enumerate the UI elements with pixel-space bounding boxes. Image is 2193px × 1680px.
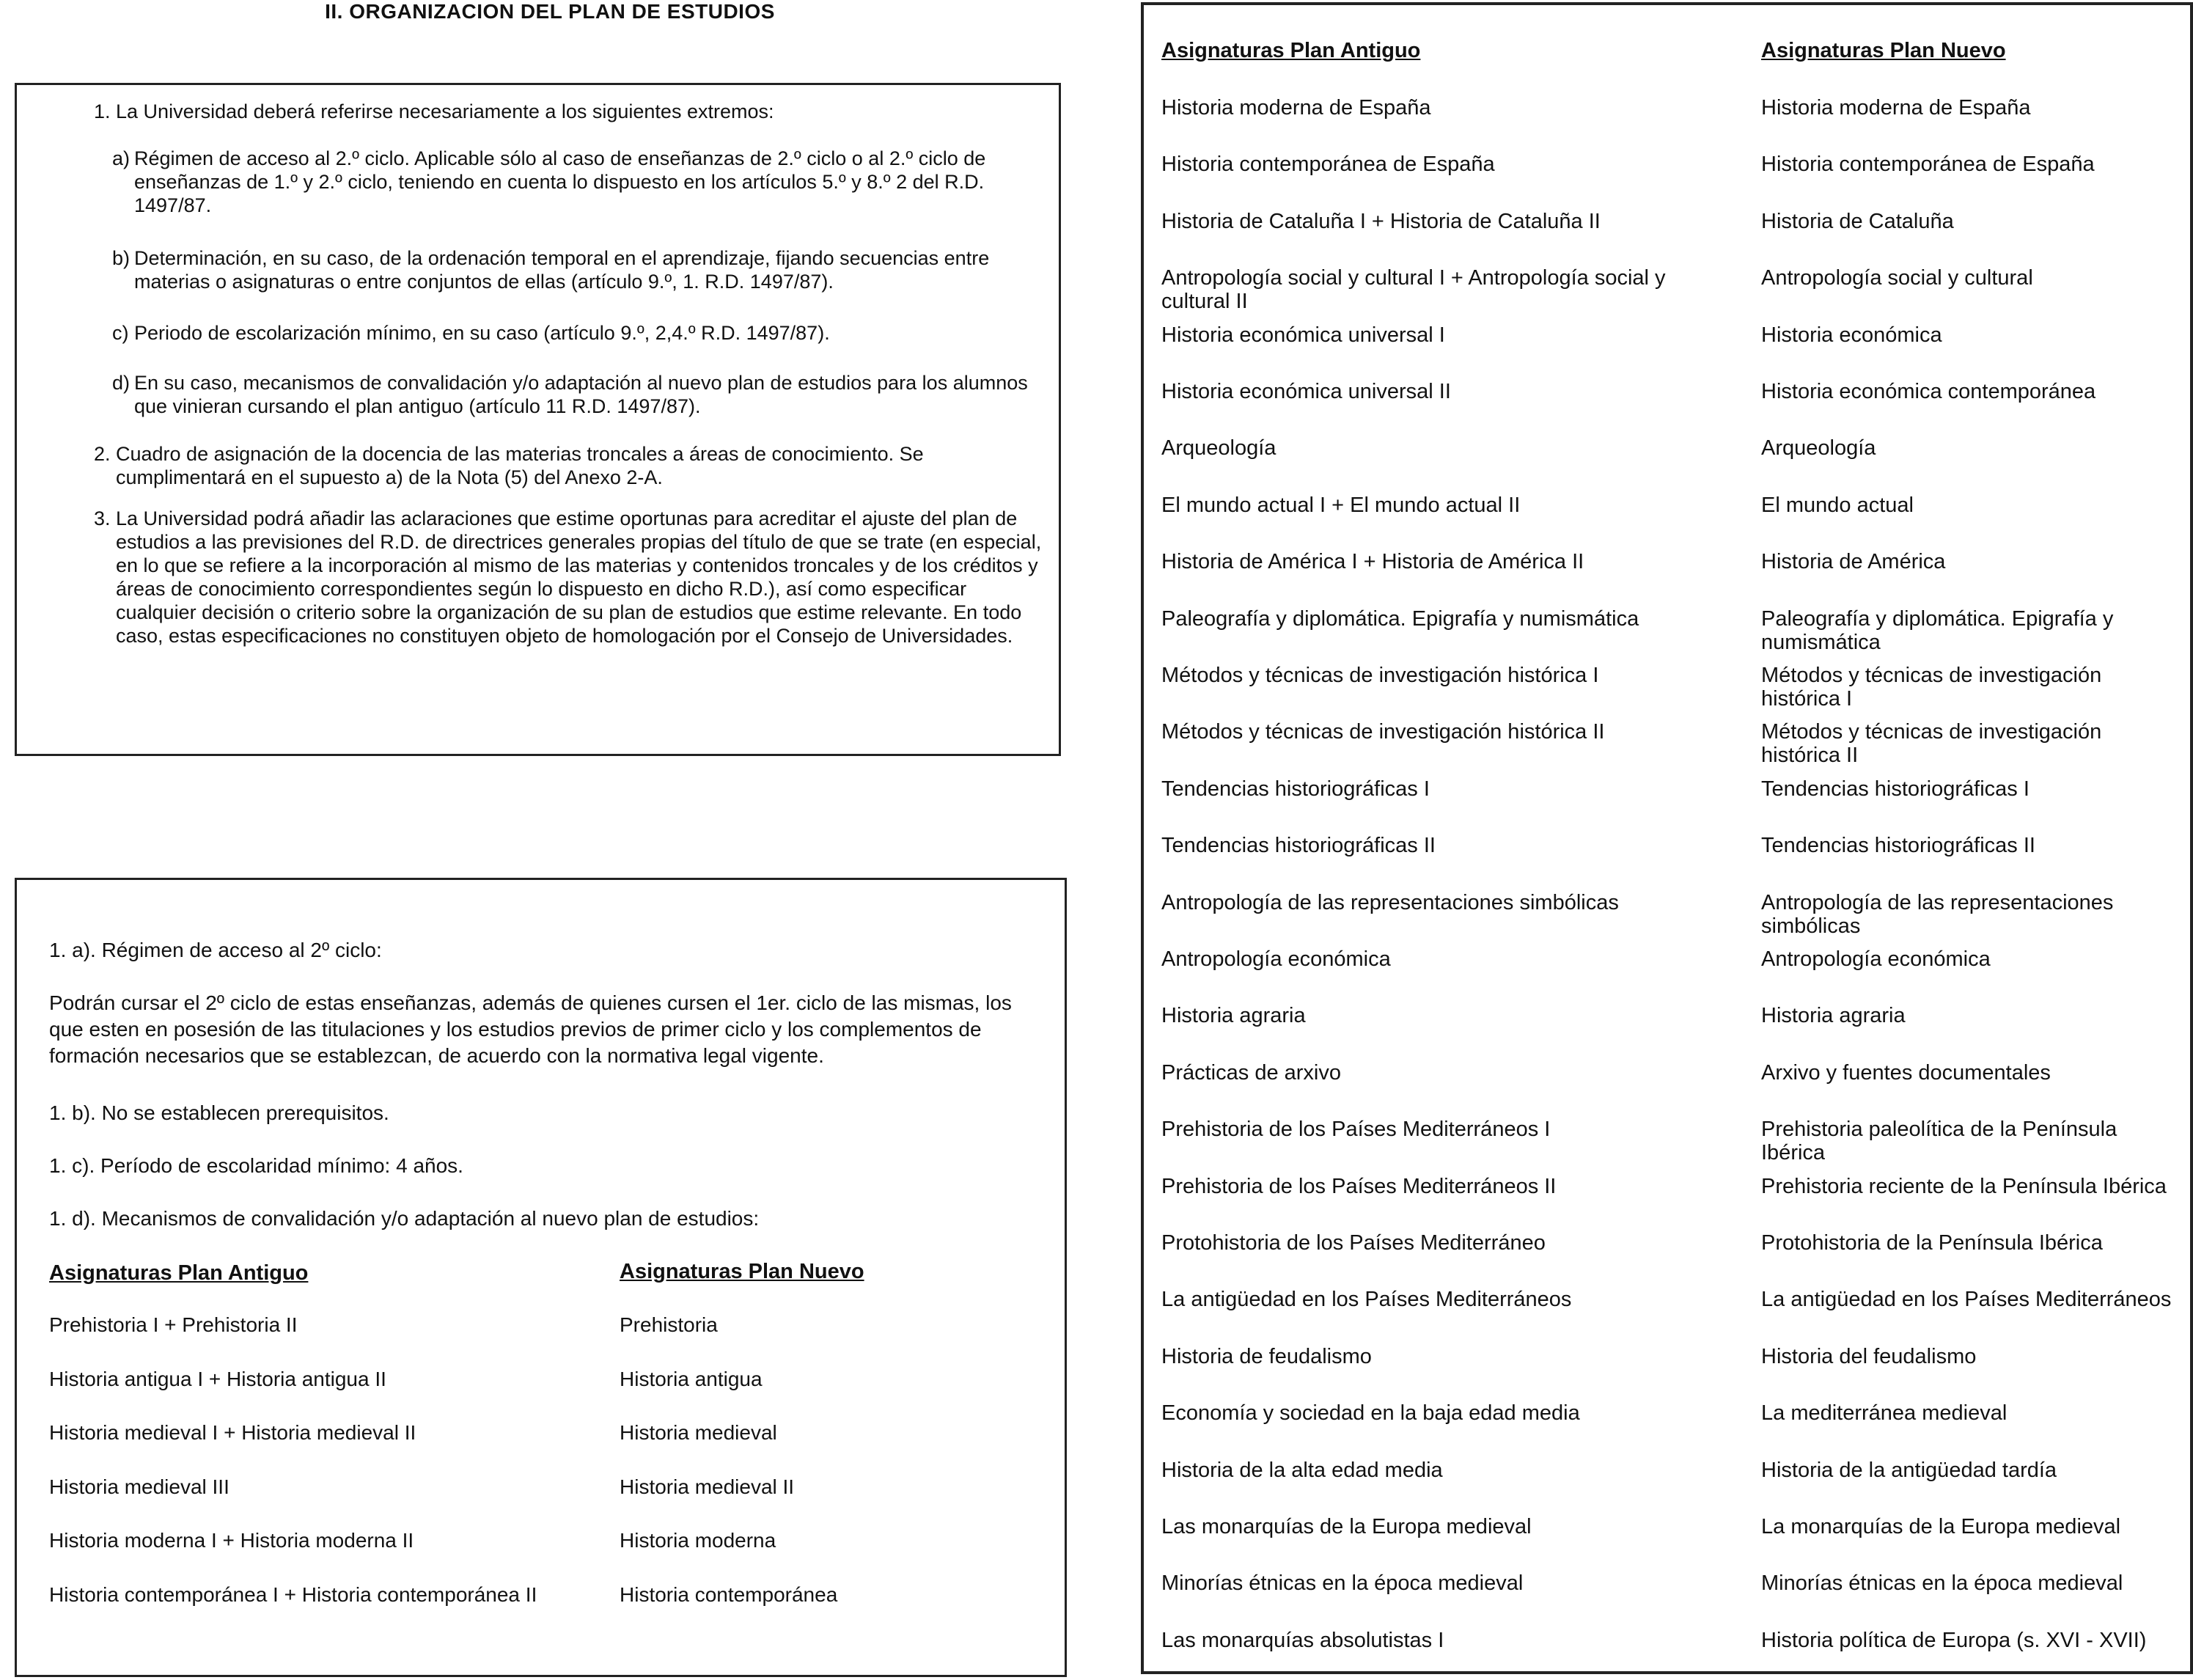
old-subject-cell: Historia contemporánea I + Historia contemporánea II — [49, 1582, 537, 1606]
old-subject-cell: Historia de América I + Historia de América II — [1161, 550, 1584, 574]
old-subject-cell: Historia de la alta edad media — [1161, 1458, 1443, 1482]
old-subject-cell: Prehistoria I + Prehistoria II — [49, 1313, 298, 1336]
requirement-label: a) — [112, 147, 131, 169]
instructions-intro: 1. La Universidad deberá referirse necesariamente a los siguientes extremos: — [94, 100, 774, 122]
instructions-box — [15, 83, 1061, 756]
point-label: 3. — [94, 507, 111, 529]
column-header-new-plan: Asignaturas Plan Nuevo — [620, 1260, 864, 1283]
requirement-text: En su caso, mecanismos de convalidación y/o adaptación al nuevo plan de estudios para los alumnos que vinieran cursando el plan antiguo (artículo 11 R.D. 1497/87). — [134, 372, 1028, 417]
access-heading: 1. a). Régimen de acceso al 2º ciclo: — [49, 939, 382, 961]
new-subject-cell: El mundo actual — [1761, 493, 1914, 517]
old-subject-cell: Historia de feudalismo — [1161, 1344, 1372, 1368]
point-text: La Universidad podrá añadir las aclaraciones que estime oportunas para acreditar el ajuste del plan de estudios a las previsiones del R.D. de directrices generales propias del título de que se trate (en especial, en lo que se refiere a la incorporación al mismo de las materias y contenidos troncales y de los créditos y áreas de conocimiento correspondientes según lo dispuesto en dicho R.D.), así como especificar cualquier decisión o criterio sobre la organización de su plan de estudios que estime relevante. En todo caso, estas especificaciones no constituyen objeto de homologación por el Consejo de Universidades. — [116, 507, 1042, 647]
new-subject-cell: Tendencias historiográficas I — [1761, 777, 2029, 801]
plan-details-box — [15, 878, 1067, 1677]
new-subject-cell: La mediterránea medieval — [1761, 1401, 2008, 1426]
new-subject-cell: Tendencias historiográficas II — [1761, 834, 2035, 858]
new-subject-cell: Historia contemporánea de España — [1761, 153, 2095, 177]
new-subject-cell: Historia de América — [1761, 550, 1946, 574]
new-subject-cell: Protohistoria de la Península Ibérica — [1761, 1231, 2103, 1255]
requirement-b — [112, 246, 1043, 293]
new-subject-cell: Historia moderna — [620, 1529, 776, 1552]
new-subject-cell: Historia contemporánea — [620, 1582, 838, 1606]
old-subject-cell: Protohistoria de los Países Mediterráneo — [1161, 1231, 1546, 1255]
old-subject-cell: Métodos y técnicas de investigación histórica II — [1161, 720, 1605, 744]
convalidation-table-box — [1141, 2, 2193, 1674]
old-subject-cell: Historia agraria — [1161, 1004, 1306, 1028]
min-period-text: 1. c). Período de escolaridad mínimo: 4 años. — [49, 1154, 463, 1177]
new-subject-cell: Historia antigua — [620, 1367, 763, 1390]
new-subject-cell: Prehistoria reciente de la Península Ibérica — [1761, 1174, 2167, 1198]
old-subject-cell: Historia moderna I + Historia moderna II — [49, 1529, 414, 1552]
requirement-a — [112, 147, 1043, 217]
old-subject-cell: Historia moderna de España — [1161, 96, 1431, 120]
old-subject-cell: Prehistoria de los Países Mediterráneos II — [1161, 1174, 1557, 1198]
old-subject-cell: El mundo actual I + El mundo actual II — [1161, 493, 1521, 517]
new-subject-cell: Paleografía y diplomática. Epigrafía y numismática — [1761, 606, 2114, 654]
old-subject-cell: Historia de Cataluña I + Historia de Cataluña II — [1161, 209, 1601, 233]
requirement-label: b) — [112, 247, 131, 269]
old-subject-cell: Historia contemporánea de España — [1161, 153, 1495, 177]
old-subject-cell: Antropología social y cultural I + Antropología social y cultural II — [1161, 266, 1666, 314]
new-subject-cell: Arxivo y fuentes documentales — [1761, 1060, 2051, 1085]
requirement-c — [112, 321, 1043, 345]
requirement-text: Periodo de escolarización mínimo, en su caso (artículo 9.º, 2,4.º R.D. 1497/87). — [134, 322, 830, 344]
new-subject-cell: Antropología económica — [1761, 947, 1991, 971]
old-subject-cell: Tendencias historiográficas II — [1161, 834, 1436, 858]
old-subject-cell: Las monarquías de la Europa medieval — [1161, 1515, 1532, 1538]
old-subject-cell: Historia económica universal II — [1161, 380, 1451, 403]
requirement-text: Régimen de acceso al 2.º ciclo. Aplicable sólo al caso de enseñanzas de 2.º ciclo o al 2.º ciclo de enseñanzas de 1.º y 2.º ciclo, teniendo en cuenta lo dispuesto en los artículos 5.º y 8.º 2 del R.D. 1497/87. — [134, 147, 986, 216]
requirement-text: Determinación, en su caso, de la ordenación temporal en el aprendizaje, fijando secuencias entre materias o asignaturas o entre conjuntos de ellas (artículo 9.º, 1. R.D. 1497/87). — [134, 247, 990, 293]
old-subject-cell: Las monarquías absolutistas I — [1161, 1628, 1444, 1652]
new-subject-cell: Prehistoria — [620, 1313, 718, 1336]
point-text: Cuadro de asignación de la docencia de las materias troncales a áreas de conocimiento. Se cumplimentará en el supuesto a) de la Nota (5) del Anexo 2-A. — [116, 443, 924, 488]
new-subject-cell: Historia política de Europa (s. XVI - XVII) — [1761, 1628, 2147, 1652]
new-subject-cell: Historia de la antigüedad tardía — [1761, 1458, 2057, 1482]
column-header-old-plan: Asignaturas Plan Antiguo — [1161, 39, 1421, 62]
new-subject-cell: Historia medieval — [620, 1421, 777, 1444]
point-label: 2. — [94, 443, 111, 465]
old-subject-cell: Tendencias historiográficas I — [1161, 777, 1430, 801]
old-subject-cell: Métodos y técnicas de investigación histórica I — [1161, 664, 1599, 687]
new-subject-cell: Historia agraria — [1761, 1004, 1906, 1028]
old-subject-cell: Prehistoria de los Países Mediterráneos I — [1161, 1118, 1551, 1142]
point-2 — [94, 442, 1043, 489]
old-subject-cell: Minorías étnicas en la época medieval — [1161, 1571, 1524, 1596]
new-subject-cell: Minorías étnicas en la época medieval — [1761, 1571, 2123, 1596]
column-header-old-plan: Asignaturas Plan Antiguo — [49, 1261, 309, 1285]
new-subject-cell: La monarquías de la Europa medieval — [1761, 1515, 2121, 1538]
old-subject-cell: Paleografía y diplomática. Epigrafía y numismática — [1161, 606, 1639, 631]
new-subject-cell: Historia moderna de España — [1761, 96, 2031, 120]
old-subject-cell: Historia medieval I + Historia medieval II — [49, 1421, 416, 1444]
old-subject-cell: Historia antigua I + Historia antigua II — [49, 1367, 386, 1390]
old-subject-cell: Antropología económica — [1161, 947, 1391, 971]
page-title: II. ORGANIZACION DEL PLAN DE ESTUDIOS — [325, 0, 775, 23]
new-subject-cell: Antropología social y cultural — [1761, 266, 2033, 290]
new-subject-cell: Prehistoria paleolítica de la Península Ibérica — [1761, 1118, 2117, 1165]
prerequisites-text: 1. b). No se establecen prerequisitos. — [49, 1101, 389, 1124]
new-subject-cell: Antropología de las representaciones simbólicas — [1761, 890, 2114, 938]
new-subject-cell: Historia económica — [1761, 323, 1942, 347]
new-subject-cell: Historia económica contemporánea — [1761, 380, 2096, 403]
requirement-label: c) — [112, 322, 129, 344]
point-3 — [94, 507, 1043, 648]
new-subject-cell: Arqueología — [1761, 436, 1876, 461]
access-text: Podrán cursar el 2º ciclo de estas enseñanzas, además de quienes cursen el 1er. ciclo de las mismas, los que esten en posesión de las titulaciones y los estudios previos de primer ciclo y los complementos de formación necesarios que se establezcan, de acuerdo con la normativa legal vigente. — [49, 991, 1012, 1067]
new-subject-cell: Métodos y técnicas de investigación histórica I — [1761, 664, 2102, 711]
old-subject-cell: Economía y sociedad en la baja edad media — [1161, 1401, 1580, 1426]
new-subject-cell: Historia medieval II — [620, 1475, 795, 1498]
requirement-label: d) — [112, 372, 131, 394]
new-subject-cell: Historia de Cataluña — [1761, 209, 1954, 233]
old-subject-cell: La antigüedad en los Países Mediterráneos — [1161, 1288, 1572, 1312]
convalidation-heading: 1. d). Mecanismos de convalidación y/o adaptación al nuevo plan de estudios: — [49, 1207, 760, 1230]
new-subject-cell: La antigüedad en los Países Mediterráneos — [1761, 1288, 2172, 1312]
old-subject-cell: Arqueología — [1161, 436, 1277, 461]
old-subject-cell: Antropología de las representaciones simbólicas — [1161, 890, 1619, 914]
old-subject-cell: Historia económica universal I — [1161, 323, 1445, 347]
requirement-d — [112, 371, 1043, 418]
column-header-new-plan: Asignaturas Plan Nuevo — [1761, 39, 2006, 62]
new-subject-cell: Historia del feudalismo — [1761, 1344, 1977, 1368]
old-subject-cell: Prácticas de arxivo — [1161, 1060, 1341, 1085]
old-subject-cell: Historia medieval III — [49, 1475, 229, 1498]
new-subject-cell: Métodos y técnicas de investigación histórica II — [1761, 720, 2102, 768]
